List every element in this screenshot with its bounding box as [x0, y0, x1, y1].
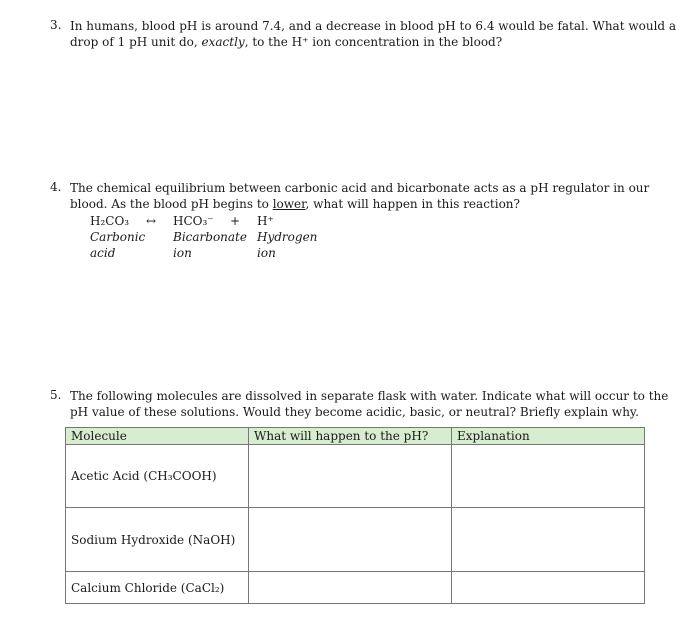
ph-answer-cell[interactable] — [249, 572, 452, 604]
explanation-answer-cell[interactable] — [452, 572, 645, 604]
underlined-text: lower — [272, 197, 306, 211]
product-formula: HCO₃⁻ — [173, 214, 214, 228]
question-line: The following molecules are dissolved in separate flask with water. Indicate what will occur to the — [70, 389, 669, 403]
question-text — [70, 388, 669, 420]
question-number: 3. — [50, 18, 62, 32]
question-line: pH value of these solutions. Would they become acidic, basic, or neutral? Briefly explain why. — [70, 405, 639, 419]
product-name: Bicarbonate — [173, 230, 247, 244]
ph-answer-cell[interactable] — [249, 445, 452, 508]
table-row — [66, 445, 645, 508]
table-row — [66, 572, 645, 604]
text-run: , what will happen in this reaction? — [305, 197, 520, 211]
plus-sign: + — [230, 214, 241, 228]
product-name: ion — [257, 246, 276, 260]
question-text — [70, 18, 677, 50]
molecule-cell: Acetic Acid (CH₃COOH) — [66, 445, 249, 508]
explanation-answer-cell[interactable] — [452, 508, 645, 572]
text-run: blood. As the blood pH begins to — [70, 197, 273, 211]
explanation-answer-cell[interactable] — [452, 445, 645, 508]
answer-table — [65, 427, 645, 604]
question-line — [70, 196, 660, 212]
reactant-name: Carbonic — [90, 230, 146, 244]
question-line: The chemical equilibrium between carbonic acid and bicarbonate acts as a pH regulator in our — [70, 181, 650, 195]
product-name: ion — [173, 246, 192, 260]
question-line: In humans, blood pH is around 7.4, and a decrease in blood pH to 6.4 would be fatal. What would a — [70, 19, 677, 33]
column-header-ph: What will happen to the pH? — [249, 428, 452, 445]
molecule-cell: Sodium Hydroxide (NaOH) — [66, 508, 249, 572]
question-number: 5. — [50, 388, 62, 402]
question-number: 4. — [50, 180, 62, 194]
reactant-name: acid — [90, 246, 116, 260]
molecule-cell: Calcium Chloride (CaCl₂) — [66, 572, 249, 604]
table-header-row — [66, 428, 645, 445]
text-run: drop of 1 pH unit do, — [70, 35, 202, 49]
ph-answer-cell[interactable] — [249, 508, 452, 572]
emphasis-text: exactly — [201, 35, 245, 49]
product-name: Hydrogen — [257, 230, 318, 244]
question-text — [70, 180, 660, 212]
column-header-explanation: Explanation — [452, 428, 645, 445]
product-formula: H⁺ — [257, 214, 274, 228]
question-line — [70, 34, 660, 50]
table-row — [66, 508, 645, 572]
equilibrium-arrow: ↔ — [146, 214, 157, 228]
text-run: , to the H⁺ ion concentration in the blood? — [244, 35, 503, 49]
column-header-molecule: Molecule — [66, 428, 249, 445]
reactant-formula: H₂CO₃ — [90, 214, 130, 228]
